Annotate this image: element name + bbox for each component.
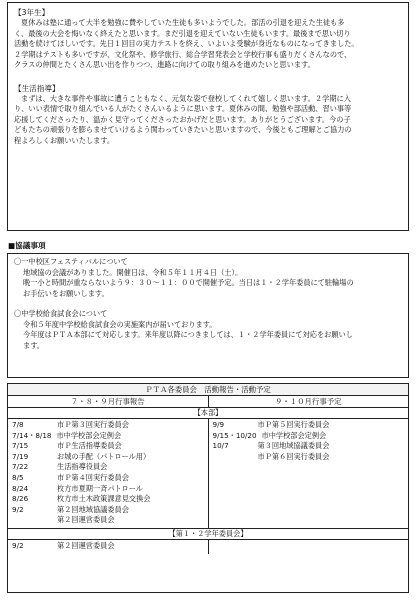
grade3-line: 夏休みは塾に通って大半を勉強に費やしていた生徒も多いようでした。部活の引退を迎えた生徒も多 [21, 18, 345, 27]
row-text: 市Ｐ第５回実行委員会 [257, 420, 330, 429]
report-column [8, 419, 209, 528]
row-date: 10/7 [212, 441, 229, 451]
lunch-tasting-line: 今年度はＰＴＡ本部にて対応します。来年度以降につきましては、１・２学年委員にて対応をお願いし [23, 330, 353, 339]
table-row [12, 515, 208, 526]
table-row [12, 462, 208, 473]
row-date: 7/8 [12, 420, 24, 429]
row-text: 第２回地域協議委員会 [57, 504, 129, 514]
row-text: 市Ｐ第６回実行委員会 [257, 451, 330, 461]
festival-item-title: 〇一中校区フェスティバルについて [14, 257, 128, 266]
lunch-tasting-line: 令和５年度中学校給食試食会の実施案内が届いております。 [23, 319, 217, 329]
festival-line: お手伝いをお願いします。 [23, 288, 109, 298]
section-label-grade12-committee: 【第１・２学年委員会】 [8, 528, 408, 540]
row-text: 市中学校部会定例会 [261, 430, 327, 440]
row-text: 枚方市土木政策課意見交換会 [57, 494, 151, 504]
activity-report-box [7, 2, 409, 231]
lunch-tasting-item-title: 〇中学校給食試食会について [14, 309, 108, 318]
row-date: 7/15 [12, 441, 29, 451]
matters-box [7, 253, 409, 378]
row-text: お城の手配（パトロール用） [57, 451, 151, 461]
row-date: 7/14・8/18 [12, 430, 52, 440]
table-row [12, 484, 208, 495]
matters-title: ■協議事項 [8, 241, 46, 250]
grade3-line: く、最後の大会を悔いなく終えたと思います。まだ引退を迎えていない生徒もいます。最後まで思い切り [14, 28, 351, 38]
row-text: 市中学校部会定例会 [56, 430, 122, 440]
row-date: 9/2 [12, 540, 24, 550]
row-date: 8/5 [12, 472, 24, 482]
table-row [12, 473, 208, 484]
pta-table-title: ＰＴＡ各委員会 活動報告・活動予定 [8, 384, 408, 396]
guidance-line: り、いい表情で取り組んでいる人がたくさんいるように思います。夏休みの間、勉強や部活動、習い事等 [14, 104, 352, 113]
plan-column [209, 540, 409, 554]
guidance-line: まずは、大きな事件や事故に遭うこともなく、元気な姿で登校してくれて嬉しく思います。２学期に入 [21, 93, 351, 103]
row-text: 第３回地域協議委員会 [257, 441, 330, 451]
table-row [12, 420, 208, 431]
festival-line: 晩一小と時間が重ならないよう９：３０～１１：００で開催予定。当日は１・２学年委員にて駐輪場の [23, 278, 354, 287]
guidance-heading: 【生活指導】 [14, 83, 60, 93]
plan-column-header: ９・１０月行事予定 [274, 397, 342, 406]
grade3-line: ２学期はテストも多いですが、文化祭や、修学旅行、総合学習発表会と学校行事も盛りだくさんなので、 [14, 49, 352, 59]
row-date: 8/24 [12, 483, 29, 493]
pta-schedule-table [7, 383, 409, 593]
row-date: 7/22 [12, 462, 29, 472]
row-date: 9/15・10/20 [212, 430, 257, 440]
row-date: 9/2 [12, 504, 24, 514]
pta-column-headers [8, 396, 408, 408]
grade3-heading: 【3年生】 [14, 8, 50, 17]
row-text: 第２回運営委員会 [57, 540, 115, 550]
headquarters-schedule [8, 419, 408, 528]
lunch-tasting-line: ます。 [23, 340, 44, 350]
table-row [12, 431, 208, 442]
row-date [213, 452, 258, 463]
table-row [12, 441, 208, 452]
row-date: 7/19 [12, 451, 29, 461]
festival-line: 地域協の会議がありました。開催日は、令和５年１１月４日（土）。 [23, 267, 243, 277]
table-row [213, 441, 409, 452]
table-row [213, 452, 409, 463]
section-label-headquarters: 【本部】 [8, 408, 408, 419]
grade12-schedule [8, 540, 408, 554]
grade3-line: クラスの仲間とたくさん思い出を作りつつ、進路に向けての取り組みを進めたいと思います。 [14, 60, 315, 69]
row-date [12, 515, 57, 526]
plan-column [209, 419, 409, 528]
table-row [12, 541, 208, 552]
table-row [12, 452, 208, 463]
row-date: 8/26 [12, 494, 29, 504]
table-row [12, 505, 208, 516]
guidance-line: 程よろしくお願いいたします。 [14, 135, 115, 145]
table-row [12, 494, 208, 505]
guidance-line: どもたちの頑張りを膨らませていけるよう関わっていきたいと思いますので、今後ともご理解とご協力の [14, 125, 352, 134]
guidance-line: 応援してくださったり、温かく見守ってくださったおかげだと思います。ありがとうございます。今の子 [14, 114, 351, 124]
table-row [213, 420, 409, 431]
row-text: 枚方市夏期一斉パトロール [57, 483, 143, 493]
row-text: 第２回運営委員会 [57, 515, 115, 525]
report-column [8, 540, 209, 554]
row-text: 生活指導役員会 [57, 462, 108, 472]
table-row [213, 431, 409, 442]
row-text: 市Ｐ第３回実行委員会 [57, 420, 129, 429]
row-date: 9/9 [212, 420, 225, 429]
row-text: 市Ｐ生活指導委員会 [57, 441, 122, 451]
report-column-header: ７・８・９月行事報告 [8, 396, 209, 407]
grade3-line: 活動を続けてほしいです。先日１回目の実力テストを終え、いよいよ受験が身近なものになってきました。 [14, 39, 359, 48]
row-text: 市Ｐ第４回実行委員会 [57, 472, 129, 482]
